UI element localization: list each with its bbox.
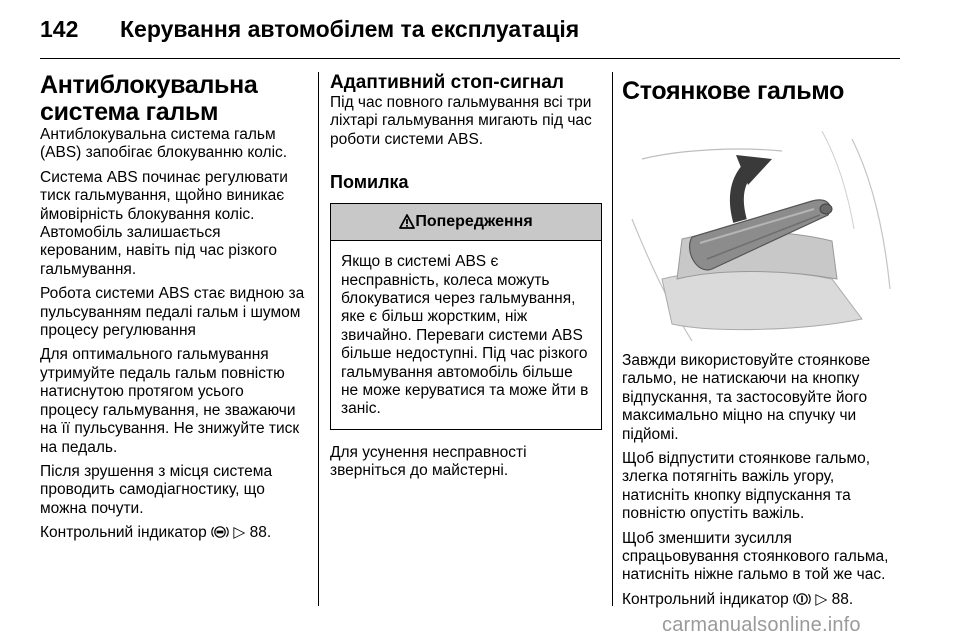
subheading: Помилка (330, 172, 409, 193)
paragraph: Щоб зменшити зусилля спрацьовування стоянкового гальма, натисніть ніжне гальмо в той же час. (622, 529, 889, 584)
section-heading (40, 72, 305, 126)
adaptive-brake-light-section (330, 72, 602, 481)
warning-header (331, 204, 601, 241)
heading-line: Антиблокувальна (40, 71, 258, 99)
paragraph: Після зрушення з місця система проводить самодіагностику, що можна почути. (40, 462, 273, 517)
abs-section (40, 72, 305, 543)
paragraph: Завжди використовуйте стоянкове гальмо, не натискаючи на кнопку відпускання, та застосовуйте його максимально міцно на спучку чи підйомі. (622, 352, 871, 443)
parking-brake-section (622, 72, 902, 609)
paragraph: Під час повного гальмування всі три ліхтарі гальмування мигають під час роботи системи ABS. (330, 94, 592, 148)
column-divider (612, 72, 613, 606)
paragraph: Щоб відпустити стоянкове гальмо, злегка потягніть важіль угору, натисніть кнопку відпускання та повністю опустіть важіль. (622, 450, 871, 523)
brake-warning-icon (793, 591, 811, 607)
watermark: carmanualsonline.info (662, 614, 861, 636)
parking-brake-lever-illustration (622, 119, 900, 341)
paragraph: Робота системи ABS стає видною за пульсуванням педалі гальм і шумом процесу регулювання (40, 285, 305, 340)
cross-reference-icon: ▷ (233, 524, 246, 542)
paragraph: Антиблокувальна система гальм (ABS) запобігає блокуванню коліс. (40, 126, 288, 162)
abs-warning-icon (211, 524, 229, 540)
header-rule (40, 58, 900, 59)
warning-title: Попередження (415, 213, 533, 231)
section-heading: Стоянкове гальмо (622, 77, 845, 105)
indicator-text: Контрольний індикатор (622, 590, 789, 608)
page-number: 142 (40, 16, 79, 42)
cross-reference-icon: ▷ (815, 590, 828, 608)
paragraph: Для усунення несправності зверніться до майстерні. (330, 443, 527, 480)
indicator-text: Контрольний індикатор (40, 524, 207, 542)
warning-box (330, 203, 602, 430)
section-heading: Адаптивний стоп-сигнал (330, 72, 564, 93)
page-header (0, 0, 960, 58)
warning-triangle-icon (399, 214, 415, 229)
heading-line: система гальм (40, 98, 219, 126)
paragraph: Для оптимального гальмування утримуйте педаль гальм повністю натиснутою протягом усього процесу гальмування, не зважаючи на її пульсування. Не знижуйте тиск на педаль. (40, 346, 300, 456)
indicator-reference (622, 591, 902, 609)
running-title: Керування автомобілем та експлуатація (120, 16, 580, 42)
column-divider (318, 72, 319, 606)
indicator-page-ref: 88. (249, 524, 272, 542)
warning-text: Якщо в системі ABS є несправність, колеса можуть блокуватися через гальмування, яке є більш жорстким, ніж звичайно. Переваги системи ABS більше недоступні. Під час різкого гальмування автомобіль більше не може керуватися та може йти в заніс. (341, 253, 589, 418)
paragraph: Система ABS починає регулювати тиск гальмування, щойно виникає ймовірність блокування коліс. Автомобіль залишається керованим, навіть під час різкого гальмування. (40, 168, 288, 278)
indicator-reference (40, 524, 305, 542)
indicator-page-ref: 88. (831, 590, 854, 608)
